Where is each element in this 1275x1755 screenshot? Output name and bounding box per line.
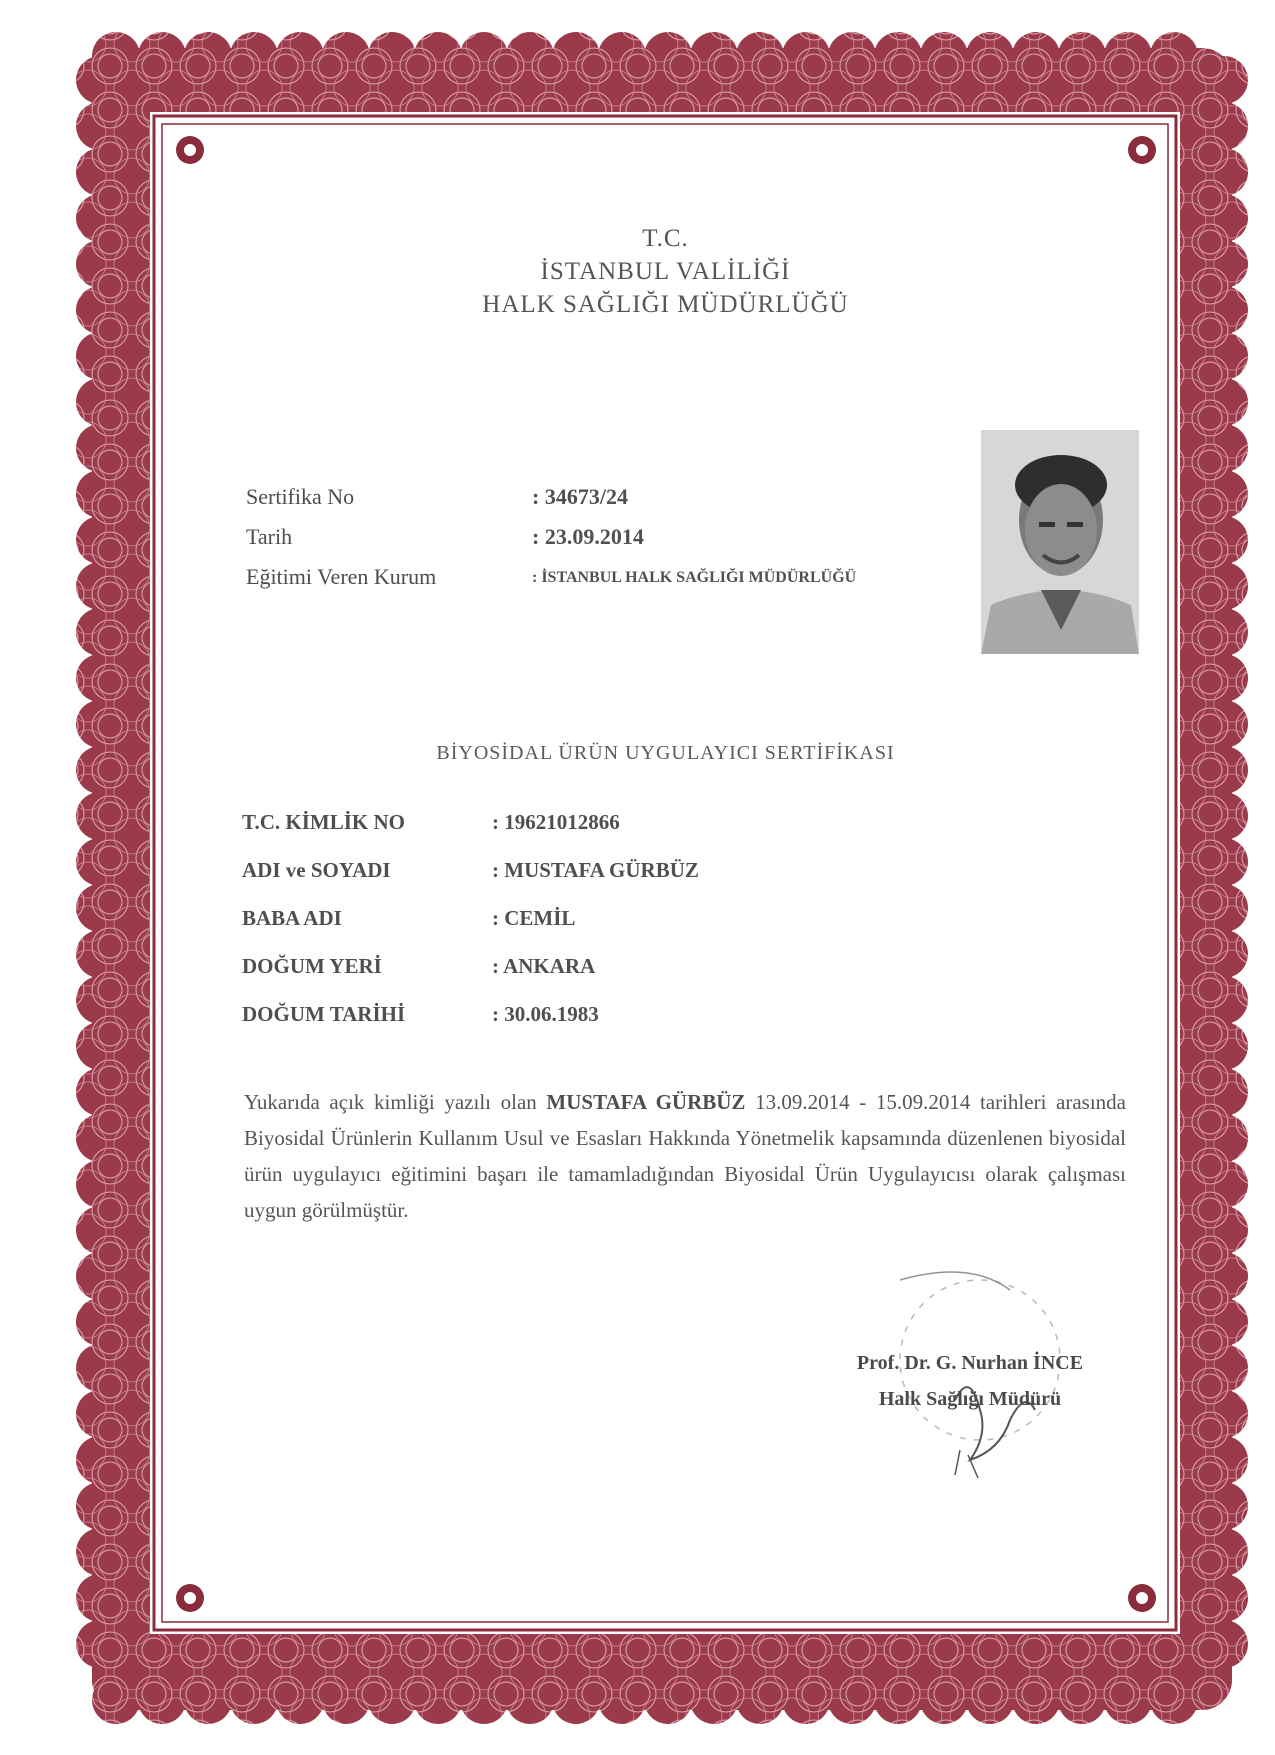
- border-scallop: [76, 1344, 124, 1392]
- border-scallop: [76, 1390, 124, 1438]
- border-scallop: [1200, 792, 1248, 840]
- border-scallop: [1150, 1676, 1198, 1724]
- border-scallop: [1058, 32, 1106, 80]
- signatory-name: Prof. Dr. G. Nurhan İNCE: [856, 1352, 1084, 1374]
- border-scallop: [76, 1574, 124, 1622]
- field-label: DOĞUM YERİ: [242, 954, 382, 978]
- field-value: : ANKARA: [492, 954, 596, 978]
- field-value: : 30.06.1983: [492, 1002, 599, 1026]
- border-scallop: [1058, 1676, 1106, 1724]
- border-scallop: [1200, 378, 1248, 426]
- border-scallop: [736, 1676, 784, 1724]
- border-scallop: [1200, 1620, 1248, 1668]
- border-scallop: [1200, 1298, 1248, 1346]
- border-scallop: [76, 930, 124, 978]
- field-value: : CEMİL: [492, 906, 576, 930]
- border-scallop: [506, 1676, 554, 1724]
- border-scallop: [1200, 1390, 1248, 1438]
- border-scallop: [276, 32, 324, 80]
- border-scallop: [1200, 1252, 1248, 1300]
- border-scallop: [276, 1676, 324, 1724]
- meta-value: : 23.09.2014: [532, 524, 644, 549]
- border-scallop: [76, 1252, 124, 1300]
- border-scallop: [1200, 332, 1248, 380]
- border-scallop: [1200, 976, 1248, 1024]
- border-scallop: [76, 654, 124, 702]
- border-scallop: [1200, 930, 1248, 978]
- border-scallop: [76, 332, 124, 380]
- field-value: : MUSTAFA GÜRBÜZ: [492, 858, 699, 882]
- border-scallop: [76, 1482, 124, 1530]
- certificate-title: BİYOSİDAL ÜRÜN UYGULAYICI SERTİFİKASI: [436, 742, 895, 764]
- field-label: ADI ve SOYADI: [242, 858, 391, 882]
- field-value: : 19621012866: [492, 810, 620, 834]
- meta-label: Sertifika No: [246, 484, 355, 509]
- border-scallop: [1150, 32, 1198, 80]
- border-scallop: [966, 32, 1014, 80]
- border-scallop: [1200, 608, 1248, 656]
- border-scallop: [874, 1676, 922, 1724]
- issuer-header: [168, 222, 1163, 321]
- border-scallop: [76, 838, 124, 886]
- border-scallop: [76, 56, 124, 104]
- border-scallop: [782, 1676, 830, 1724]
- border-scallop: [552, 32, 600, 80]
- border-scallop: [1200, 148, 1248, 196]
- border-scallop: [76, 746, 124, 794]
- border-scallop: [76, 1068, 124, 1116]
- border-scallop: [1200, 746, 1248, 794]
- statement-holder-name: MUSTAFA GÜRBÜZ: [546, 1090, 746, 1114]
- border-scallop: [76, 792, 124, 840]
- border-scallop: [920, 32, 968, 80]
- border-scallop: [76, 1206, 124, 1254]
- border-scallop: [138, 1676, 186, 1724]
- border-scallop: [76, 102, 124, 150]
- border-scallop: [76, 470, 124, 518]
- header-valilik: İSTANBUL VALİLİĞİ: [540, 258, 791, 285]
- border-scallop: [966, 1676, 1014, 1724]
- header-tc: T.C.: [642, 225, 689, 252]
- border-scallop: [460, 1676, 508, 1724]
- border-scallop: [184, 32, 232, 80]
- border-scallop: [828, 1676, 876, 1724]
- border-scallop: [552, 1676, 600, 1724]
- border-scallop: [1200, 194, 1248, 242]
- border-scallop: [76, 378, 124, 426]
- signature-block: [760, 1345, 1180, 1417]
- border-scallop: [76, 516, 124, 564]
- border-scallop: [76, 1298, 124, 1346]
- header-mudurluk: HALK SAĞLIĞI MÜDÜRLÜĞÜ: [482, 291, 849, 318]
- border-scallop: [1012, 32, 1060, 80]
- border-scallop: [76, 1022, 124, 1070]
- border-scallop: [1200, 1160, 1248, 1208]
- border-scallop: [76, 1436, 124, 1484]
- border-scallop: [76, 1528, 124, 1576]
- border-scallop: [138, 32, 186, 80]
- person-photo-icon: [981, 430, 1139, 654]
- border-scallop: [76, 976, 124, 1024]
- border-scallop: [1200, 424, 1248, 472]
- border-scallop: [1200, 838, 1248, 886]
- field-label: T.C. KİMLİK NO: [242, 810, 405, 834]
- border-scallop: [1104, 1676, 1152, 1724]
- border-scallop: [644, 1676, 692, 1724]
- border-scallop: [322, 32, 370, 80]
- border-scallop: [920, 1676, 968, 1724]
- border-scallop: [76, 286, 124, 334]
- border-scallop: [1200, 1344, 1248, 1392]
- border-scallop: [1200, 240, 1248, 288]
- border-scallop: [76, 148, 124, 196]
- border-scallop: [1200, 1436, 1248, 1484]
- border-scallop: [76, 1160, 124, 1208]
- border-scallop: [1200, 516, 1248, 564]
- border-scallop: [76, 562, 124, 610]
- border-scallop: [230, 32, 278, 80]
- border-scallop: [598, 32, 646, 80]
- border-scallop: [690, 32, 738, 80]
- signatory-title: Halk Sağlığı Müdürü: [878, 1388, 1062, 1410]
- border-scallop: [184, 1676, 232, 1724]
- meta-label: Tarih: [246, 524, 293, 549]
- meta-value: : 34673/24: [532, 484, 628, 509]
- border-scallop: [76, 700, 124, 748]
- border-scallop: [736, 32, 784, 80]
- field-label: DOĞUM TARİHİ: [242, 1002, 406, 1026]
- border-scallop: [1104, 32, 1152, 80]
- border-scallop: [828, 32, 876, 80]
- certification-statement: [244, 1084, 1126, 1228]
- border-scallop: [1200, 1206, 1248, 1254]
- meta-label: Eğitimi Veren Kurum: [246, 564, 437, 589]
- border-scallop: [230, 1676, 278, 1724]
- border-scallop: [76, 1114, 124, 1162]
- border-scallop: [506, 32, 554, 80]
- border-scallop: [1200, 700, 1248, 748]
- border-scallop: [76, 884, 124, 932]
- border-scallop: [368, 1676, 416, 1724]
- meta-value: : İSTANBUL HALK SAĞLIĞI MÜDÜRLÜĞÜ: [532, 569, 857, 586]
- border-scallop: [76, 424, 124, 472]
- border-scallop: [76, 240, 124, 288]
- border-scallop: [368, 32, 416, 80]
- border-scallop: [1200, 654, 1248, 702]
- border-scallop: [76, 194, 124, 242]
- border-scallop: [598, 1676, 646, 1724]
- border-scallop: [1200, 470, 1248, 518]
- border-scallop: [1200, 1114, 1248, 1162]
- border-scallop: [1200, 884, 1248, 932]
- holder-photo: [981, 430, 1139, 654]
- border-scallop: [1200, 1022, 1248, 1070]
- statement-part1: Yukarıda açık kimliği yazılı olan: [244, 1090, 547, 1114]
- border-scallop: [644, 32, 692, 80]
- border-scallop: [1200, 56, 1248, 104]
- border-scallop: [1200, 286, 1248, 334]
- border-scallop: [460, 32, 508, 80]
- border-scallop: [1200, 1528, 1248, 1576]
- border-scallop: [414, 1676, 462, 1724]
- statement-part2: 13.09.2014 - 15.09.2014 tarihleri arasında Biyosidal Ürünlerin Kullanım Usul ve Esasları Hakkında Yönetmelik kapsamında düzenlenen biyosidal ürün uygulayıcı eğitimini başarı ile tamamladığından Biyosidal Ürün Uygulayıcısı olarak çalışması uygun görülmüştür.: [244, 1090, 1126, 1222]
- border-scallop: [1200, 1068, 1248, 1116]
- border-scallop: [874, 32, 922, 80]
- border-scallop: [782, 32, 830, 80]
- border-scallop: [1200, 1482, 1248, 1530]
- field-label: BABA ADI: [242, 906, 342, 930]
- border-scallop: [1200, 1574, 1248, 1622]
- border-scallop: [1200, 102, 1248, 150]
- border-scallop: [1012, 1676, 1060, 1724]
- border-scallop: [92, 1676, 140, 1724]
- border-scallop: [322, 1676, 370, 1724]
- border-scallop: [414, 32, 462, 80]
- border-scallop: [1200, 562, 1248, 610]
- border-scallop: [690, 1676, 738, 1724]
- border-scallop: [76, 1620, 124, 1668]
- border-scallop: [76, 608, 124, 656]
